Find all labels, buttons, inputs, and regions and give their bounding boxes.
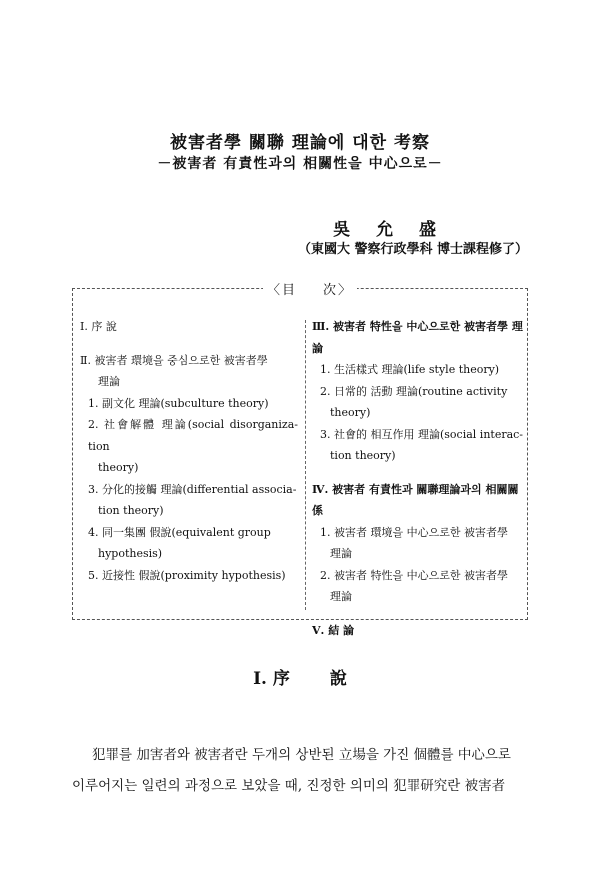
toc-item-cont: theory) xyxy=(330,406,371,419)
toc-item-cont: tion theory) xyxy=(330,449,396,462)
toc-section-5: Ⅴ. 結 論 xyxy=(312,623,355,637)
toc-item-cont: hypothesis) xyxy=(98,547,163,560)
toc-label xyxy=(263,279,357,298)
toc-item-cont: tion theory) xyxy=(98,504,164,517)
toc-item: 4. 同一集團 假說(equivalent group xyxy=(88,525,271,539)
body-line-1: 犯罪를 加害者와 被害者란 두개의 상반된 立場을 가진 個體를 中心으로 xyxy=(92,747,511,763)
toc-item: 3. 分化的接觸 理論(differential associa- xyxy=(88,482,297,496)
paper-title: 被害者學 關聯 理論에 대한 考察 xyxy=(170,133,430,153)
toc-column-divider xyxy=(305,320,306,610)
toc-right-column xyxy=(312,316,524,641)
toc-item-cont: theory) xyxy=(98,461,139,474)
toc-item-cont: 理論 xyxy=(330,547,352,560)
toc-item: 2. 社會解體 理論(social disorganiza-tion xyxy=(88,418,298,453)
section-heading-part-2: 說 xyxy=(329,669,347,689)
toc-item: 3. 社會的 相互作用 理論(social interac- xyxy=(320,427,524,441)
toc-section-1: Ⅰ. 序 說 xyxy=(80,320,117,333)
toc-section-3: Ⅲ. 被害者 特性을 中心으로한 被害者學 理論 xyxy=(312,320,523,355)
section-heading xyxy=(0,664,600,689)
toc-label-part-1: 〈目 xyxy=(267,283,298,298)
author-affiliation: （東國大 警察行政學科 博士課程修了） xyxy=(297,242,528,257)
toc-section-2: Ⅱ. 被害者 環境을 중심으로한 被害者學 xyxy=(80,353,268,367)
toc-label-part-2: 次〉 xyxy=(323,283,354,298)
toc-item: 1. 被害者 環境을 中心으로한 被害者學 xyxy=(320,525,508,539)
body-line xyxy=(72,740,528,771)
toc-item: 1. 副文化 理論(subculture theory) xyxy=(88,396,269,410)
section-heading-part-1: Ⅰ. 序 xyxy=(253,669,290,689)
toc-item: 1. 生活樣式 理論(life style theory) xyxy=(320,363,500,376)
toc-left-column xyxy=(80,316,298,586)
paper-subtitle: －被害者 有責性과의 相關性을 中心으로－ xyxy=(157,156,443,172)
toc-item: 2. 被害者 特性을 中心으로한 被害者學 xyxy=(320,568,508,582)
toc-item: 2. 日常的 活動 理論(routine activity xyxy=(320,384,508,398)
body-paragraph xyxy=(72,740,528,802)
body-line-2: 이루어지는 일련의 과정으로 보았을 때, 진정한 의미의 犯罪研究란 被害者 xyxy=(72,778,506,794)
toc-section-2-cont: 理論 xyxy=(98,375,120,388)
toc-section-4: Ⅳ. 被害者 有責性과 關聯理論과의 相關關係 xyxy=(312,482,519,517)
toc-item: 5. 近接性 假說(proximity hypothesis) xyxy=(88,568,286,582)
toc-item-cont: 理論 xyxy=(330,590,352,603)
author-name: 吳 允 盛 xyxy=(333,220,446,240)
